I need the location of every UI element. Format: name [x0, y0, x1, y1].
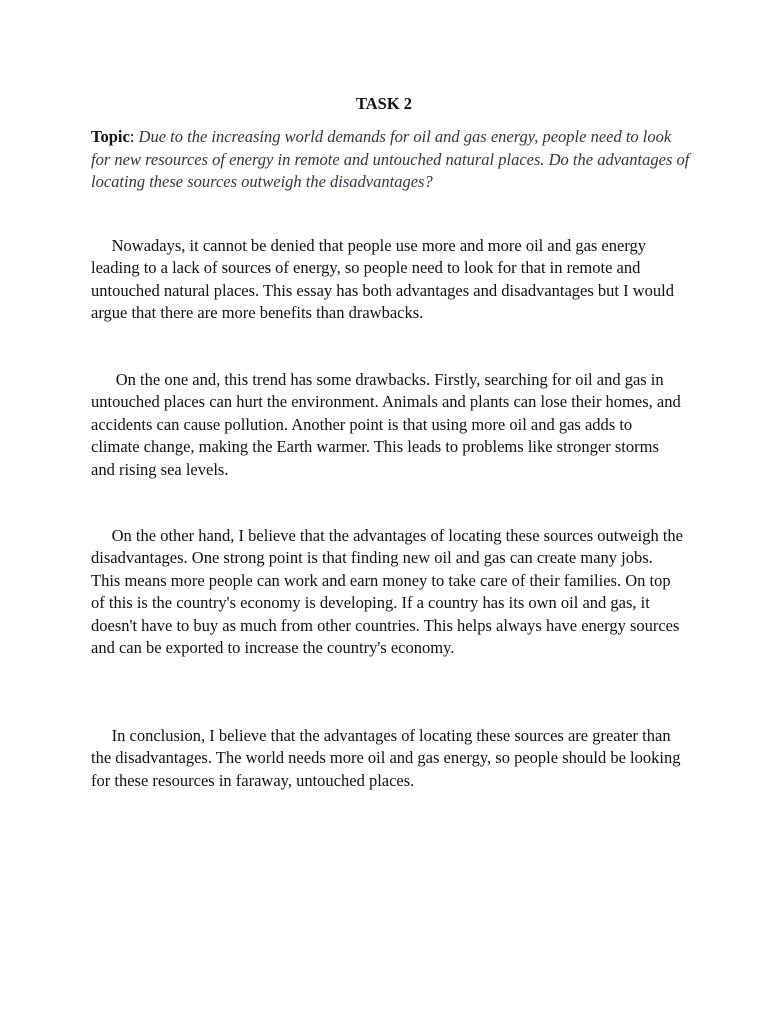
topic-statement — [91, 126, 691, 194]
topic-label: Topic — [91, 127, 130, 146]
paragraph-conclusion: In conclusion, I believe that the advantages of locating these sources are greater than the disadvantages. The world needs more oil and gas energy, so people should be looking for these resources in faraway, untouched places. — [91, 726, 685, 790]
paragraph-drawbacks: On the one and, this trend has some drawbacks. Firstly, searching for oil and gas in untouched places can hurt the environment. Animals and plants can lose their homes, and accidents can cause pollution. Another point is that using more oil and gas adds to climate change, making the Earth warmer. This leads to problems like stronger storms and rising sea levels. — [91, 370, 685, 479]
document-title: TASK 2 — [355, 94, 413, 113]
paragraph-introduction: Nowadays, it cannot be denied that people use more and more oil and gas energy leading to a lack of sources of energy, so people need to look for that in remote and untouched natural places. This essay has both advantages and disadvantages but I would argue that there are more benefits than drawbacks. — [91, 236, 679, 323]
topic-separator: : — [129, 127, 139, 146]
paragraph-advantages: On the other hand, I believe that the advantages of locating these sources outweigh the disadvantages. One strong point is that finding new oil and gas can create many jobs. This means more people can work and earn money to take care of their families. On top of this is the country's economy is developing. If a country has its own oil and gas, it doesn't have to buy as much from other countries. This helps always have energy sources and can be exported to increase the country's economy. — [91, 526, 688, 658]
topic-text: Due to the increasing world demands for oil and gas energy, people need to look for new resources of energy in remote and untouched natural places. Do the advantages of locating these sources outweigh the disadvantages? — [91, 127, 690, 191]
